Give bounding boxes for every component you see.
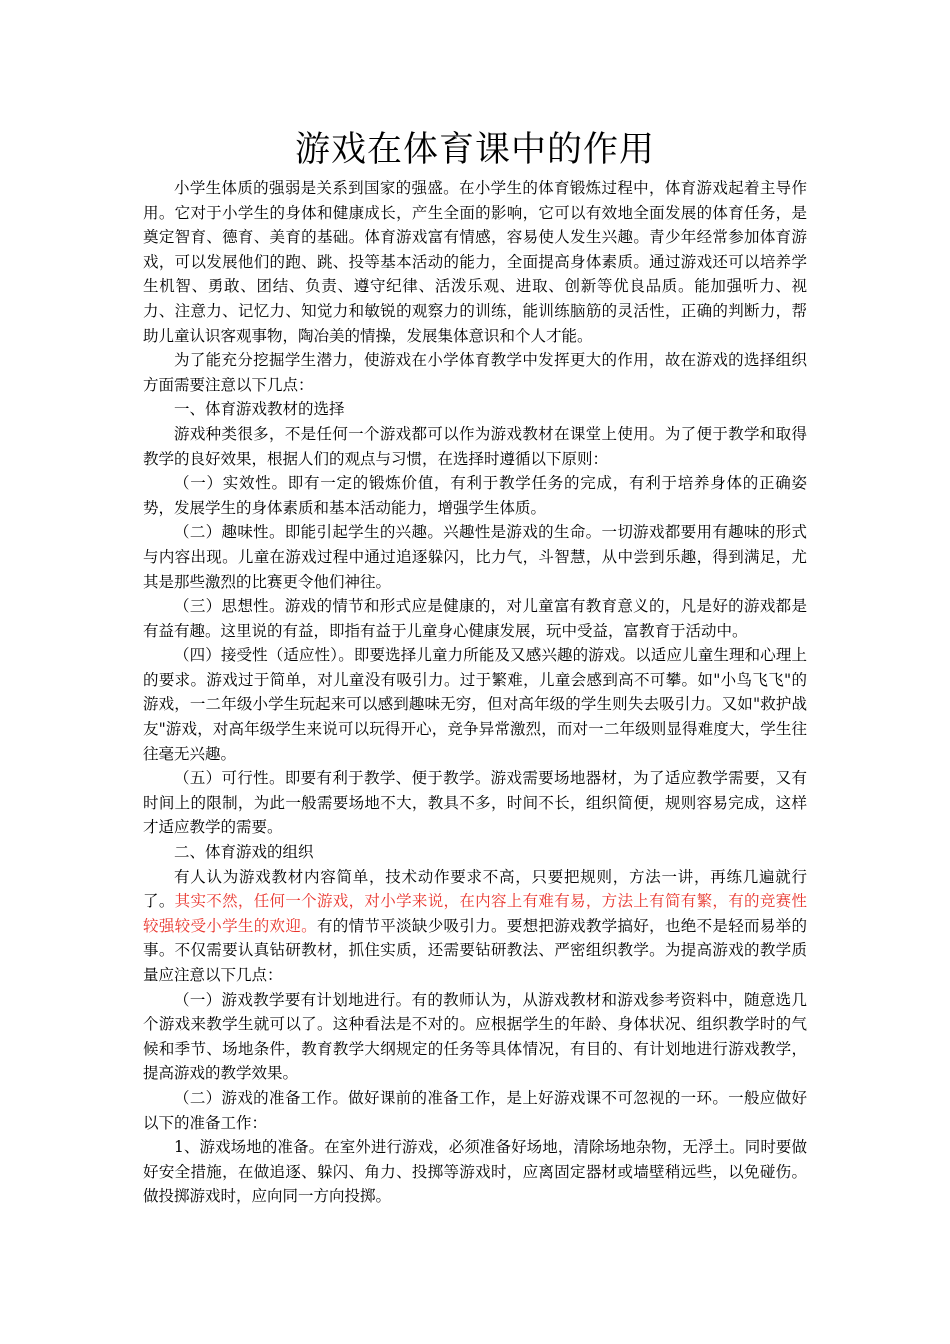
paragraph-preparation: （二）游戏的准备工作。做好课前的准备工作，是上好游戏课不可忽视的一环。一般应做好以下的准备工作： [143, 1088, 807, 1132]
document-title: 游戏在体育课中的作用 [294, 130, 655, 170]
paragraph-selection-principles: 游戏种类很多，不是任何一个游戏都可以作为游戏教材在课堂上使用。为了便于教学和取得教学的良好效果，根据人们的观点与习惯，在选择时遵循以下原则： [143, 424, 807, 468]
paragraph-ideology: （三）思想性。游戏的情节和形式应是健康的，对儿童富有教育意义的，凡是好的游戏都是有益有趣。这里说的有益，即指有益于儿童身心健康发展，玩中受益，富教育于活动中。 [143, 597, 807, 640]
paragraph-organization-intro [143, 865, 807, 988]
paragraph-purpose: 为了能充分挖掘学生潜力，使游戏在小学体育教学中发挥更大的作用，故在游戏的选择组织方面需要注意以下几点： [143, 351, 807, 394]
organization-text-end: 有的情节平淡缺少吸引力。要想把游戏教学搞好，也绝不是轻而易举的事。不仅需要认真钻研教材，抓住实质，还需要钻研教法、严密组织教学。为提高游戏的教学质量应注意以下几点： [143, 916, 807, 984]
section-heading-organization: 二、体育游戏的组织 [174, 843, 314, 862]
paragraph-feasibility: （五）可行性。即要有利于教学、便于教学。游戏需要场地器材，为了适应教学需要，又有时间上的限制，为此一般需要场地不大，教具不多，时间不长，组织简便，规则容易完成，这样才适应教学的需要。 [143, 769, 807, 837]
document-page [143, 128, 807, 1209]
paragraph-venue-preparation: 1、游戏场地的准备。在室外进行游戏，必须准备好场地，清除场地杂物，无浮土。同时要做好安全措施，在做追逐、躲闪、角力、投掷等游戏时，应离固定器材或墙壁稍远些，以免碰伤。做投掷游戏时，应向同一方向投掷。 [143, 1138, 807, 1206]
section-heading-selection: 一、体育游戏教材的选择 [174, 400, 345, 419]
paragraph-planned-teaching: （一）游戏教学要有计划地进行。有的教师认为，从游戏教材和游戏参考资料中，随意选几个游戏来教学生就可以了。这种看法是不对的。应根据学生的年龄、身体状况、组织教学时的气候和季节、场地条件，教育教学大纲规定的任务等具体情况，有目的、有计划地进行游戏教学，提高游戏的教学效果。 [143, 990, 807, 1083]
paragraph-acceptability: （四）接受性（适应性）。即要选择儿童力所能及又感兴趣的游戏。以适应儿童生理和心理上的要求。游戏过于简单，对儿童没有吸引力。过于繁难，儿童会感到高不可攀。如"小鸟飞飞"的游戏，一二年级小学生玩起来可以感到趣味无穷，但对高年级的学生则失去吸引力。又如"救护战友"游戏，对高年级学生来说可以玩得开心，竞争异常激烈，而对一二年级则显得难度大，学生往往毫无兴趣。 [143, 646, 807, 763]
paragraph-effectiveness: （一）实效性。即有一定的锻炼价值，有利于教学任务的完成，有利于培养身体的正确姿势，发展学生的身体素质和基本活动能力，增强学生体质。 [143, 474, 807, 517]
organization-text-start: 有人认为游戏教材内容简单，技术动作要求不高，只要把规则，方法一讲，再练几遍就行了。 [143, 867, 807, 911]
paragraph-interest: （二）趣味性。即能引起学生的兴趣。兴趣性是游戏的生命。一切游戏都要用有趣味的形式与内容出现。儿童在游戏过程中通过追逐躲闪，比力气，斗智慧，从中尝到乐趣，得到满足，尤其是那些激烈的比赛更令他们神往。 [143, 523, 807, 591]
paragraph-intro: 小学生体质的强弱是关系到国家的强盛。在小学生的体育锻炼过程中，体育游戏起着主导作用。它对于小学生的身体和健康成长，产生全面的影响，它可以有效地全面发展的体育任务，是奠定智育、德育、美育的基础。体育游戏富有情感，容易使人发生兴趣。青少年经常参加体育游戏，可以发展他们的跑、跳、投等基本活动的能力，全面提高身体素质。通过游戏还可以培养学生机智、勇敢、团结、负责、遵守纪律、活泼乐观、进取、创新等优良品质。能加强听力、视力、注意力、记忆力、知觉力和敏锐的观察力的训练，能训练脑筋的灵活性，正确的判断力，帮助儿童认识客观事物，陶冶美的情操，发展集体意识和个人才能。 [143, 179, 807, 345]
highlighted-text: 其实不然，任何一个游戏，对小学来说，在内容上有难有易，方法上有简有繁，有的竞赛性较强较受小学生的欢迎。 [143, 892, 807, 935]
